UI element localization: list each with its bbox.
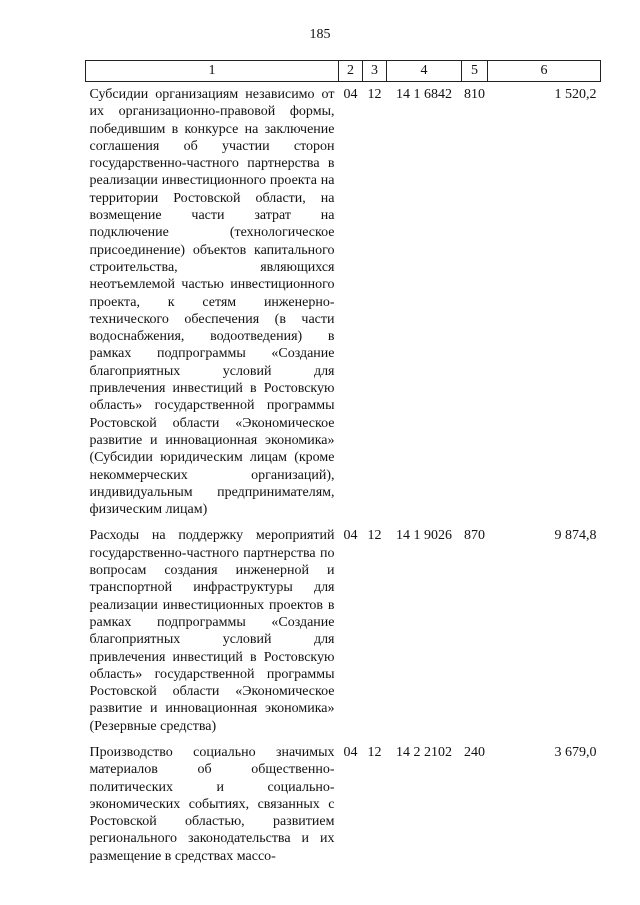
column-header-2: 2 <box>339 61 363 82</box>
row-target-article-code: 14 1 6842 <box>396 87 452 102</box>
row-amount: 3 679,0 <box>554 744 597 760</box>
row-subsection-code: 12 <box>367 528 382 544</box>
column-header-5: 5 <box>462 61 488 82</box>
row-expense-type-code: 870 <box>464 528 485 544</box>
row-amount: 1 520,2 <box>554 87 597 102</box>
page-number: 185 <box>309 27 331 42</box>
column-header-4: 4 <box>387 61 462 82</box>
row-subsection-code: 12 <box>367 744 382 760</box>
row-section-code: 04 <box>343 744 358 760</box>
row-description: Расходы на поддержку мероприятий государственно-частного партнерства по вопросам создания инженерной и транспортной инфраструктуры для реализации инвестиционных проектов в рамках подпрограммы «Создание благоприятных условий для привлечения инвестиций в Ростовскую область» государственной программы Ростовской области «Экономическое развитие и инновационная экономика» (Резервные средства) <box>89 528 335 734</box>
row-amount: 9 874,8 <box>554 528 597 544</box>
row-description: Субсидии организациям независимо от их организационно-правовой формы, победившим в конкурсе на заключение соглашения об участии сторон государственно-частного партнерства в реализации инвестиционного проекта на территории Ростовской области, на возмещение части затрат на подключение (технологическое присоединение) объектов капитального строительства, являющихся неотъемлемой частью инвестиционного проекта, к сетям инженерно-технического обеспечения (в части водоснабжения, водоотведения) в рамках подпрограммы «Создание благоприятных условий для привлечения инвестиций в Ростовскую область» государственной программы Ростовской области «Экономическое развитие и инновационная экономика» (Субсидии юридическим лицам (кроме некоммерческих организаций), индивидуальным предпринимателям, физическим лицам) <box>89 87 335 518</box>
column-header-6: 6 <box>488 61 601 82</box>
table-row <box>86 523 601 740</box>
header-row <box>86 61 601 82</box>
row-subsection-code: 12 <box>367 87 382 102</box>
table-row <box>86 740 601 870</box>
row-section-code: 04 <box>343 87 358 102</box>
row-expense-type-code: 810 <box>464 87 485 102</box>
row-target-article-code: 14 1 9026 <box>396 528 452 544</box>
row-section-code: 04 <box>343 528 358 544</box>
row-expense-type-code: 240 <box>464 744 485 760</box>
column-header-3: 3 <box>363 61 387 82</box>
table-header <box>86 61 601 82</box>
row-target-article-code: 14 2 2102 <box>396 744 452 760</box>
budget-table <box>85 60 601 870</box>
column-header-1: 1 <box>86 61 339 82</box>
row-description: Производство социально значимых материалов об общественно-политических и социально-экономических событиях, связанных с Ростовской областью, развитием регионального законодательства и их размещение в средствах массо- <box>89 744 335 864</box>
table-row <box>86 82 601 524</box>
